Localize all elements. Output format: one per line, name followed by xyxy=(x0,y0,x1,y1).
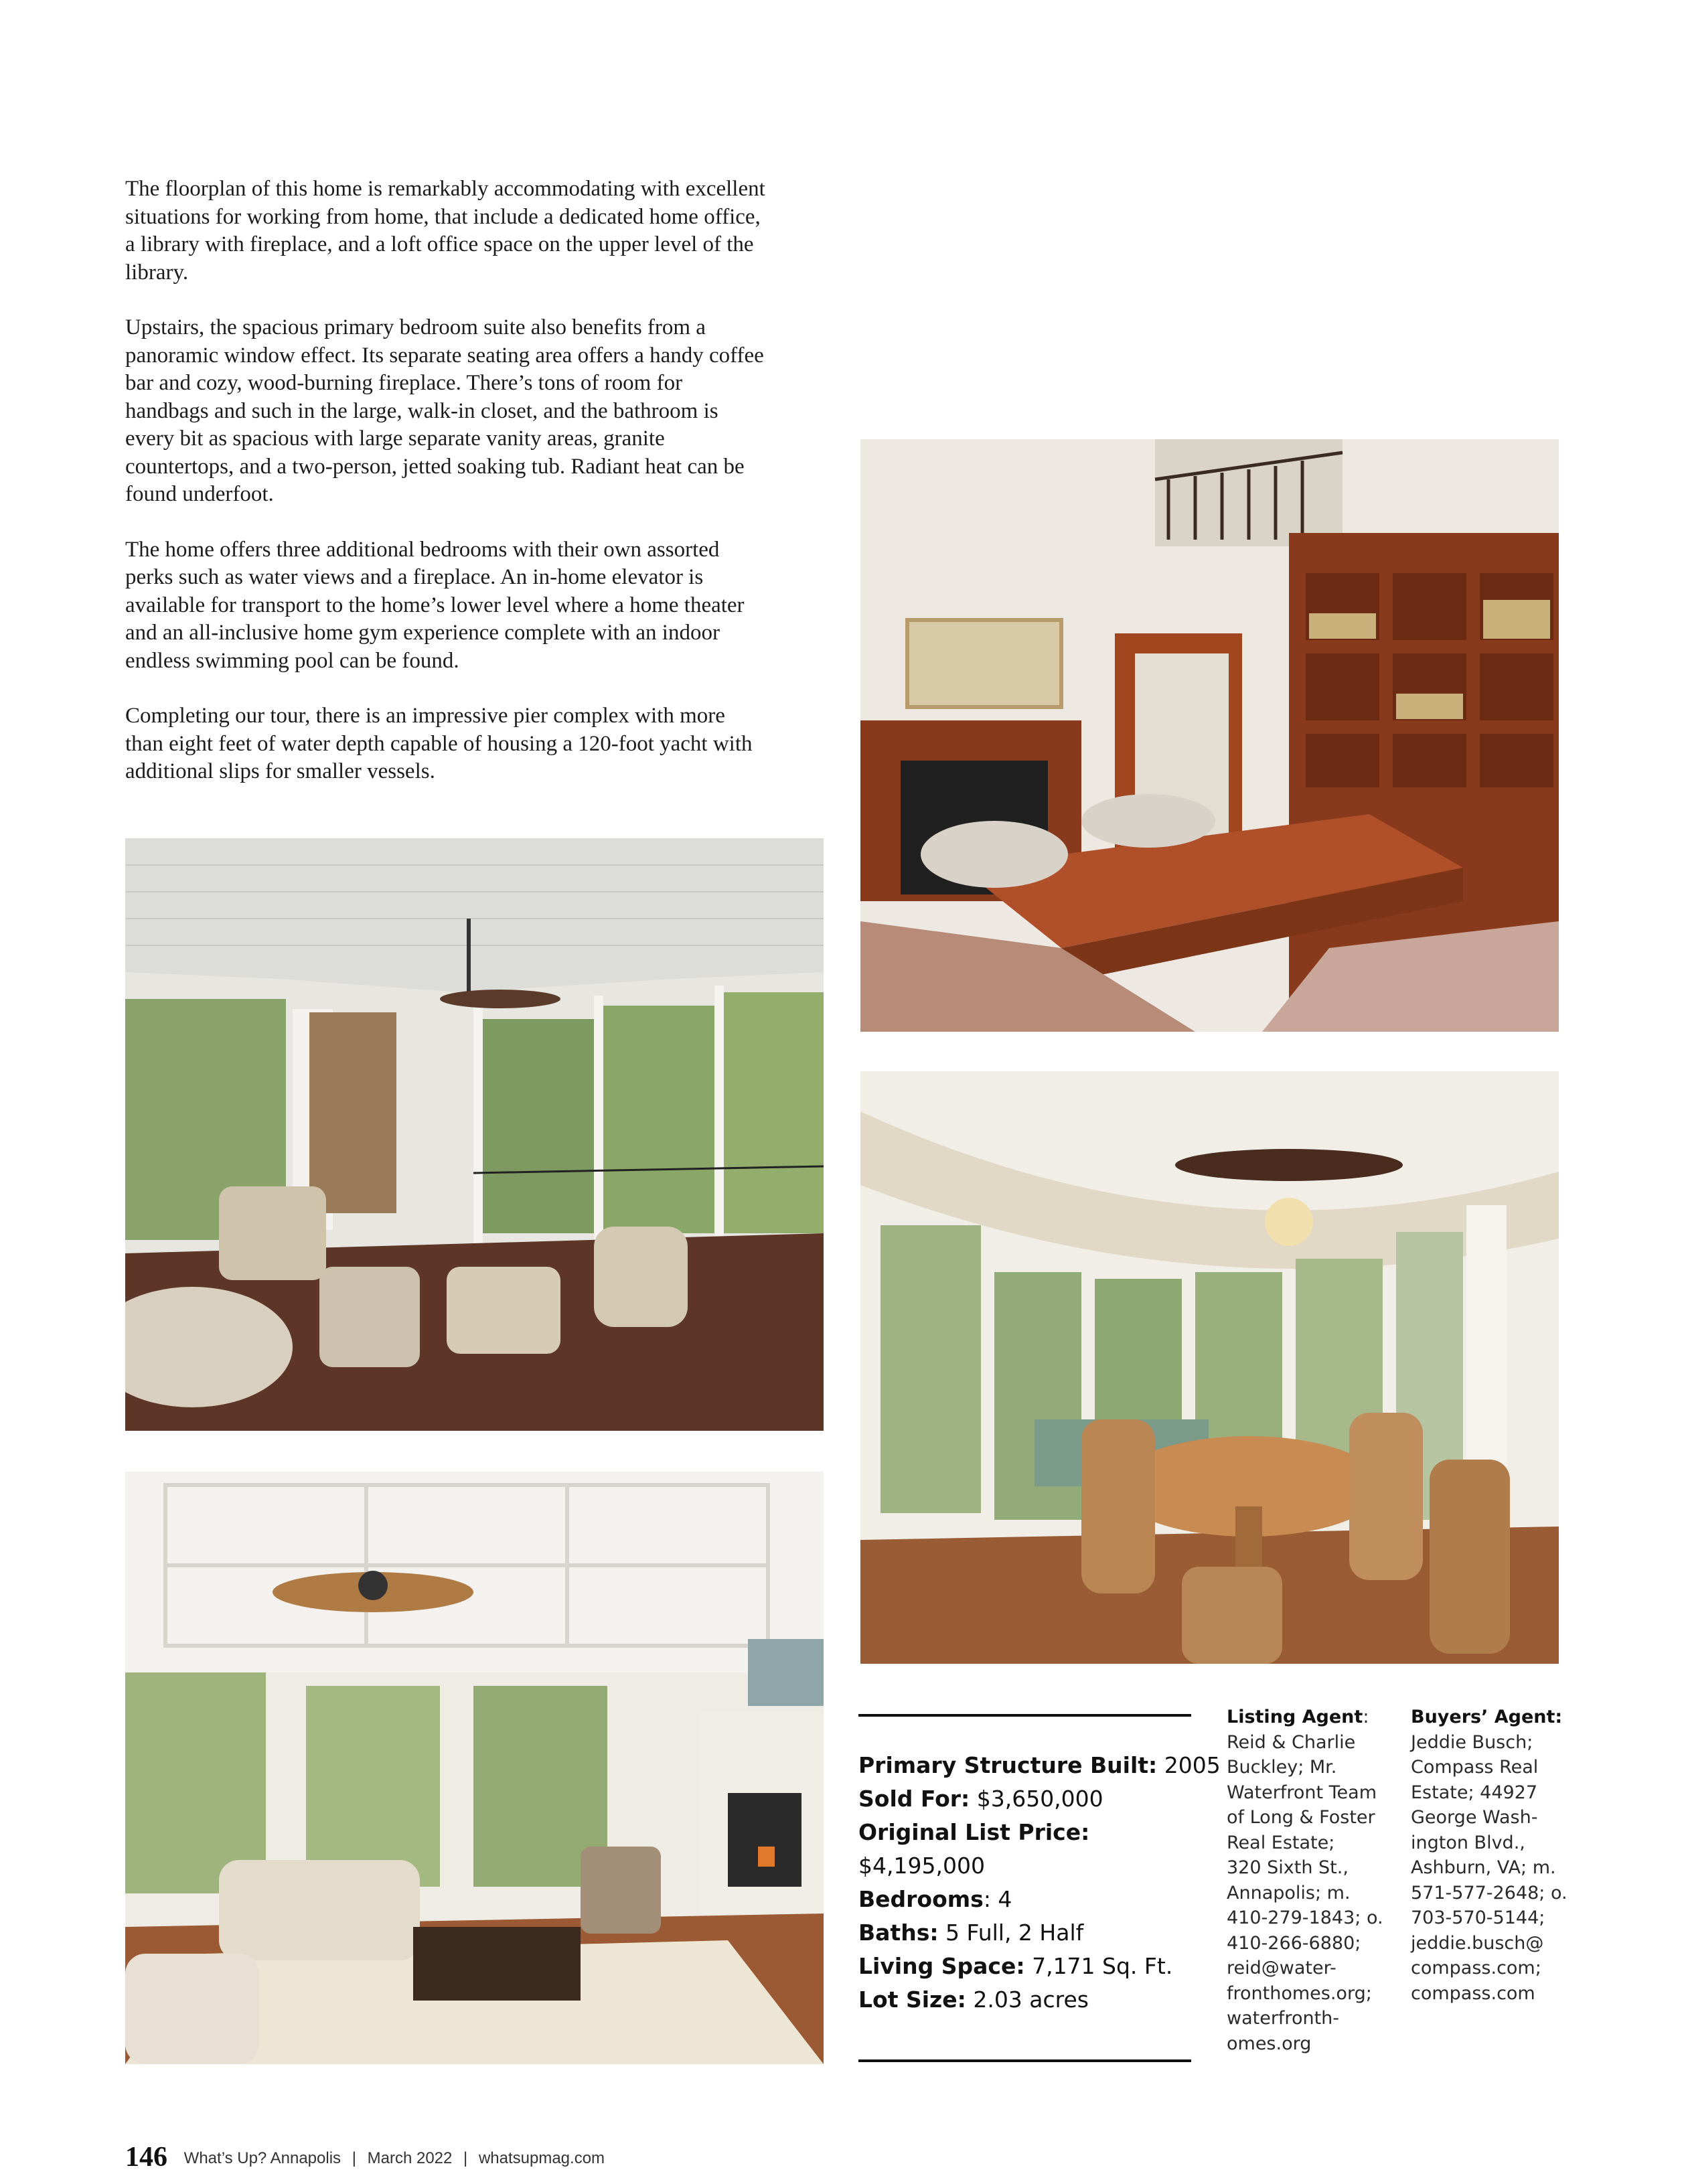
spec-lot-size xyxy=(858,1983,1193,2017)
spec-label: Sold For: xyxy=(858,1786,970,1812)
spec-value: 2.03 acres xyxy=(973,1986,1089,2013)
article-paragraph: The home offers three additional bedrooms with their own assorted perks such as water views and a fireplace. An in-home elevator is available for transport to the home’s lower level where a home theater and an all-inclusive home gym experience complete with an indoor endless swimming pool can be found. xyxy=(125,537,745,673)
listing-agent-line: Real Estate; xyxy=(1227,1832,1335,1853)
spec-label: Living Space: xyxy=(858,1953,1025,1979)
specs-bottom-rule xyxy=(858,2059,1191,2062)
listing-agent-line: reid@water- xyxy=(1227,1958,1336,1978)
specs-top-rule xyxy=(858,1714,1191,1717)
listing-agent-line: 410-266-6880; xyxy=(1227,1932,1361,1954)
listing-agent-line: Waterfront Team xyxy=(1227,1782,1377,1803)
library-photo xyxy=(860,439,1559,1032)
spec-bedrooms: Bedrooms: 4 xyxy=(858,1886,1012,1912)
spec-living-space xyxy=(858,1950,1193,1983)
listing-agent xyxy=(1227,1705,1383,2056)
listing-agent-line: Annapolis; m. xyxy=(1227,1882,1351,1903)
property-specs xyxy=(858,1749,1221,2017)
living-room-photo xyxy=(125,1472,824,2064)
spec-baths xyxy=(858,1916,1193,1950)
spec-value: $3,650,000 xyxy=(976,1786,1103,1812)
listing-agent-line: 410-279-1843; o. xyxy=(1227,1907,1383,1928)
buyers-agent-line: Estate; 44927 xyxy=(1411,1782,1538,1803)
spec-value: 5 Full, 2 Half xyxy=(945,1920,1084,1946)
buyers-agent-line: 703-570-5144; xyxy=(1411,1907,1545,1928)
spec-label: Original List Price: xyxy=(858,1819,1090,1845)
spec-value: 2005 xyxy=(1164,1752,1221,1778)
website-link[interactable]: whatsupmag.com xyxy=(478,2149,605,2167)
page-footer xyxy=(125,2141,605,2173)
spec-label: Primary Structure Built: xyxy=(858,1752,1158,1778)
spec-list-price xyxy=(858,1816,1193,1849)
listing-agent-line: 320 Sixth St., xyxy=(1227,1857,1349,1878)
buyers-agent-line: 571-577-2648; o. xyxy=(1411,1882,1568,1903)
footer-separator: | xyxy=(463,2149,468,2167)
buyers-agent-line: ington Blvd., xyxy=(1411,1832,1525,1853)
spec-built xyxy=(858,1749,1221,1782)
porch-photo xyxy=(125,838,824,1431)
publication-name: What’s Up? Annapolis xyxy=(183,2149,341,2167)
listing-agent-line: Buckley; Mr. xyxy=(1227,1757,1337,1778)
buyers-agent-line: compass.com xyxy=(1411,1982,1535,2004)
buyers-agent-line: compass.com; xyxy=(1411,1958,1541,1978)
footer-separator: | xyxy=(352,2149,356,2167)
spec-sold xyxy=(858,1782,1193,1816)
issue-date: March 2022 xyxy=(367,2149,453,2167)
buyers-agent xyxy=(1411,1705,1568,2006)
listing-agent-heading: Listing Agent: xyxy=(1227,1707,1369,1727)
article-body xyxy=(125,175,768,813)
spec-value: 7,171 Sq. Ft. xyxy=(1032,1953,1173,1979)
spec-value: $4,195,000 xyxy=(858,1853,985,1879)
listing-agent-line: omes.org xyxy=(1227,2033,1312,2054)
listing-agent-line: of Long & Foster xyxy=(1227,1807,1375,1828)
spec-label: Bedrooms xyxy=(858,1886,984,1912)
article-paragraph: Completing our tour, there is an impressive pier complex with more than eight feet of water depth capable of housing a 120-foot yacht with additional slips for smaller vessels. xyxy=(125,704,753,783)
listing-agent-line: fronthomes.org; xyxy=(1227,1982,1372,2004)
buyers-agent-line: Jeddie Busch; xyxy=(1411,1731,1533,1753)
buyers-agent-heading: Buyers’ Agent: xyxy=(1411,1707,1563,1727)
spec-label: Baths: xyxy=(858,1920,939,1946)
page-number: 146 xyxy=(125,2142,167,2173)
spec-label: Lot Size: xyxy=(858,1986,966,2013)
listing-agent-line: Reid & Charlie xyxy=(1227,1731,1356,1753)
buyers-agent-line: Compass Real xyxy=(1411,1757,1539,1778)
buyers-agent-line: Ashburn, VA; m. xyxy=(1411,1857,1556,1878)
article-paragraph: The floorplan of this home is remarkably accommodating with excellent situations for working from home, that include a dedicated home office, a library with fireplace, and a loft office space on the upper level of the library. xyxy=(125,177,765,285)
listing-agent-line: waterfronth- xyxy=(1227,2008,1340,2029)
buyers-agent-line: George Wash- xyxy=(1411,1807,1538,1828)
buyers-agent-line: jeddie.busch@ xyxy=(1411,1932,1544,1954)
spec-value: 4 xyxy=(998,1886,1012,1912)
spec-list-price-value xyxy=(858,1849,1193,1883)
dining-room-photo xyxy=(860,1071,1559,1664)
article-paragraph: Upstairs, the spacious primary bedroom suite also benefits from a panoramic window effect. Its separate seating area offers a handy coffee bar and cozy, wood-burning fireplace. There’s tons of room for handbags and such in the large, walk-in closet, and the bathroom is every bit as spacious with large separate vanity areas, granite countertops, and a two-person, jetted soaking tub. Radiant heat can be found underfoot. xyxy=(125,315,764,506)
